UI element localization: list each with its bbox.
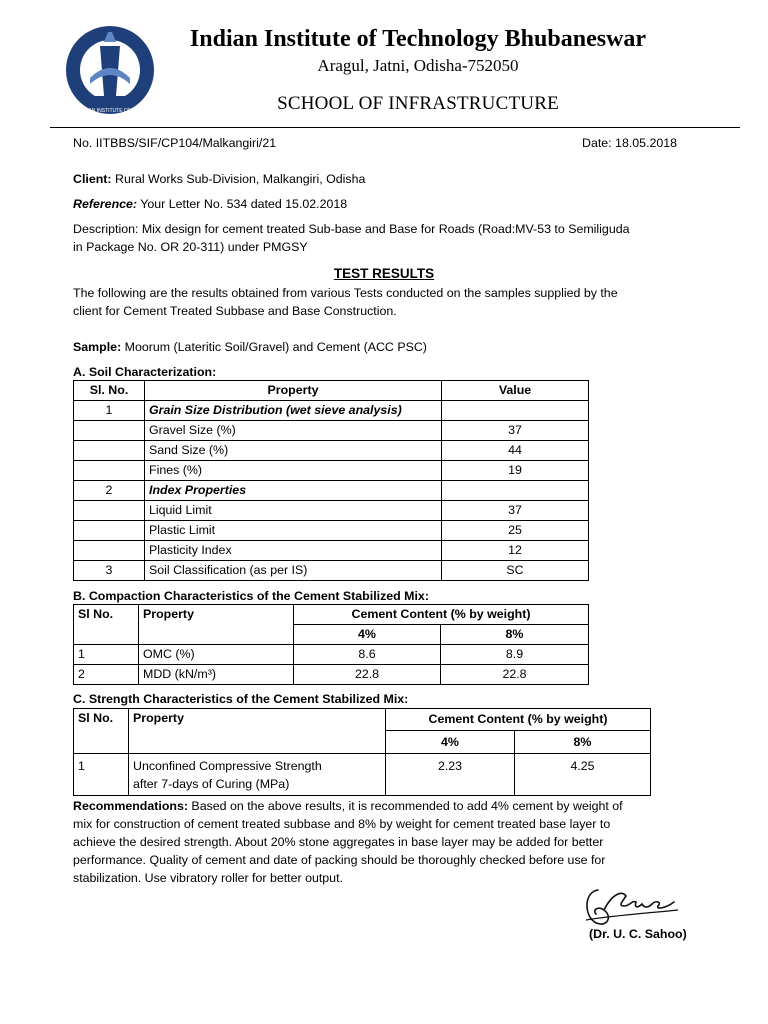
cell-4-percent: 22.8 [294,665,441,685]
table-row [74,461,589,481]
cell-property: OMC (%) [139,645,294,665]
recommendations-text: Based on the above results, it is recommended to add 4% cement by weight of [187,799,623,813]
sample-line [73,338,427,356]
cell-sl [74,441,145,461]
col-4-percent: 4% [294,625,441,645]
table-row [74,665,589,685]
table-row [74,441,589,461]
cell-property: Gravel Size (%) [145,421,442,441]
sample-label: Sample: [73,340,122,354]
cell-value: 44 [442,441,589,461]
school-name: SCHOOL OF INFRASTRUCTURE [277,93,559,114]
cell-value: 25 [442,521,589,541]
cell-property-line-1: Unconfined Compressive Strength [133,759,322,773]
intro-line-2: client for Cement Treated Subbase and Base Construction. [73,304,397,318]
col-8-percent: 8% [441,625,589,645]
description-line-2: in Package No. OR 20-311) under PMGSY [73,240,308,254]
recommendations-line-5: stabilization. Use vibratory roller for better output. [73,871,343,885]
reference-number: No. IITBBS/SIF/CP104/Malkangiri/21 [73,136,277,150]
cell-value: 19 [442,461,589,481]
cell-4-percent: 2.23 [386,754,515,796]
cell-sl [74,421,145,441]
cell-sl [74,521,145,541]
recommendations-line-4: performance. Quality of cement and date of packing should be thoroughly checked before use for [73,853,606,867]
table-row [74,541,589,561]
description-line-1: Description: Mix design for cement treated Sub-base and Base for Roads (Road:MV-53 to Semiliguda [73,222,630,236]
cell-sl: 1 [74,645,139,665]
table-row [74,521,589,541]
cell-sl: 1 [74,754,129,796]
cell-value [442,481,589,501]
header-divider [50,127,740,128]
table-header-row [74,605,589,625]
strength-table [73,708,651,796]
cell-value: SC [442,561,589,581]
letter-date: Date: 18.05.2018 [582,136,678,150]
col-property: Property [139,605,294,645]
client-label: Client: [73,172,112,186]
cell-sl: 1 [74,401,145,421]
table-row [74,645,589,665]
cell-sl: 2 [74,481,145,501]
cell-property: Liquid Limit [145,501,442,521]
table-header-row [74,709,651,731]
table-row [74,401,589,421]
table-row [74,754,651,796]
table-row [74,561,589,581]
col-sl: Sl. No. [74,381,145,401]
section-c-title: C. Strength Characteristics of the Cement Stabilized Mix: [73,692,409,706]
cell-property: MDD (kN/m³) [139,665,294,685]
cell-sl [74,541,145,561]
cell-property: Sand Size (%) [145,441,442,461]
cell-property: Grain Size Distribution (wet sieve analysis) [145,401,442,421]
client-value: Rural Works Sub-Division, Malkangiri, Odisha [111,172,366,186]
col-sl: Sl No. [74,709,129,754]
recommendations-line-3: achieve the desired strength. About 20% stone aggregates in base layer may be added for better [73,835,604,849]
sample-value: Moorum (Lateritic Soil/Gravel) and Cement (ACC PSC) [121,340,427,354]
institute-address: Aragul, Jatni, Odisha-752050 [317,56,519,75]
col-property: Property [145,381,442,401]
cell-property: Plasticity Index [145,541,442,561]
cell-value: 37 [442,421,589,441]
cell-property: Fines (%) [145,461,442,481]
soil-characterization-table [73,380,589,581]
col-cement-content: Cement Content (% by weight) [294,605,589,625]
col-cement-content: Cement Content (% by weight) [386,709,651,731]
cell-8-percent: 4.25 [515,754,651,796]
section-b-title: B. Compaction Characteristics of the Cement Stabilized Mix: [73,589,429,603]
cell-8-percent: 8.9 [441,645,589,665]
reference-label: Reference: [73,197,138,211]
results-title: TEST RESULTS [333,266,435,281]
col-property: Property [129,709,386,754]
compaction-table [73,604,589,685]
table-row [74,481,589,501]
col-8-percent: 8% [515,731,651,754]
cell-sl [74,461,145,481]
table-row [74,421,589,441]
cell-value: 12 [442,541,589,561]
cell-sl: 2 [74,665,139,685]
cell-value [442,401,589,421]
cell-property: Index Properties [145,481,442,501]
cell-property-line-2: after 7-days of Curing (MPa) [133,777,290,791]
col-4-percent: 4% [386,731,515,754]
reference-line [73,195,347,213]
cell-4-percent: 8.6 [294,645,441,665]
signatory-name: (Dr. U. C. Sahoo) [589,927,687,941]
cell-property: Plastic Limit [145,521,442,541]
institute-name: Indian Institute of Technology Bhubaneswar [189,26,647,52]
recommendations-label: Recommendations: [73,799,188,813]
cell-8-percent: 22.8 [441,665,589,685]
cell-property: Soil Classification (as per IS) [145,561,442,581]
recommendations-line-1 [73,797,623,815]
cell-sl [74,501,145,521]
cell-property [129,754,386,796]
section-a-title: A. Soil Characterization: [73,365,217,379]
recommendations-line-2: mix for construction of cement treated subbase and 8% by weight for cement treated base layer to [73,817,611,831]
reference-value: Your Letter No. 534 dated 15.02.2018 [137,197,348,211]
client-line [73,170,365,188]
col-sl: Sl No. [74,605,139,645]
cell-sl: 3 [74,561,145,581]
intro-line-1: The following are the results obtained from various Tests conducted on the samples supplied by the [73,286,618,300]
cell-value: 37 [442,501,589,521]
logo-text: भारतीय प्रौद्योगिकी संस्थान भुवनेश्वर INDIAN INSTITUTE OF TECHNOLOGY BHUBANESWAR [12,108,208,114]
table-row [74,501,589,521]
signature [578,880,688,930]
table-header-row [74,381,589,401]
col-value: Value [442,381,589,401]
